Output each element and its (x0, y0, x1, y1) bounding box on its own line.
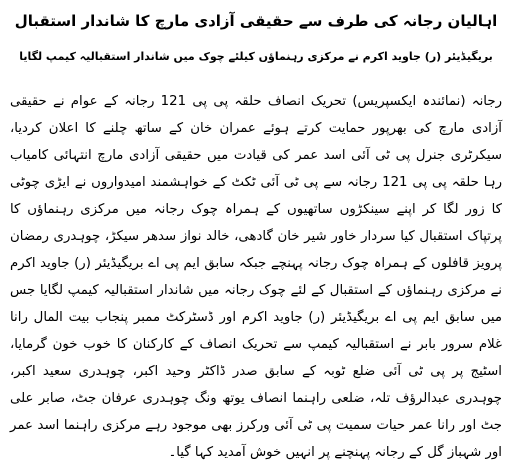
headline: اہالیان رجانہ کی طرف سے حقیقی آزادی مارچ کا شاندار استقبال (14, 12, 498, 30)
article-body: رجانہ (نمائندہ ایکسپریس) تحریک انصاف حلقہ پی پی 121 رجانہ کے عوام نے حقیقی آزادی مارچ کی بھرپور حمایت کرتے ہوئے عمران خان کے ساتھ چلنے کا اعلان کردیا، سیکرٹری جنرل پی ٹی آئی اسد عمر کی قیادت میں حقیقی آزادی مارچ انتہائی کامیاب رہا حلقہ پی پی 121 رجانہ سے پی ٹی آئی ٹکٹ کے خواہشمند امیدواروں نے ایڑی چوٹی کا زور لگا کر اپنے سینکڑوں ساتھیوں کے ہمراہ چوک رجانہ میں مرکزی رہنماؤں کا پرتپاک استقبال کیا سردار خاور شیر خان گادھی، خالد نواز سدھر سیکڑ، چوہدری رمضان پرویز قافلوں کے ہمراہ چوک رجانہ پہنچے جبکہ سابق ایم پی اے بریگیڈیئر (ر) جاوید اکرم نے مرکزی رہنماؤں کے استقبال کے لئے چوک رجانہ میں شاندار استقبالیہ کیمپ لگایا جس میں سابق ایم پی اے بریگیڈیئر (ر) جاوید اکرم اور ڈسٹرکٹ ممبر پنجاب بیت المال رانا غلام سرور بابر نے استقبالیہ کیمپ سے تحریک انصاف کے کارکنان کا خوب خون گرمایا، اسٹیج پر پی ٹی آئی ضلع ٹوبہ کے سابق صدر ڈاکٹر وحید اکبر، چوہدری سعید اکبر، چوہدری عبدالرؤف تلہ، ضلعی راہنما انصاف یوتھ ونگ چوہدری عرفان جٹ، صابر علی جٹ اور رانا عمر حیات سمیت پی ٹی آئی ورکرز بھی موجود رہے مرکزی راہنما اسد عمر اور شہباز گل کے رجانہ پہنچنے پر انہیں خوش آمدید کہا گیا۔ (10, 94, 502, 460)
subheadline: بریگیڈیئر (ر) جاوید اکرم نے مرکزی رہنماؤں کیلئے چوک میں شاندار استقبالیہ کیمپ لگایا (19, 50, 493, 63)
